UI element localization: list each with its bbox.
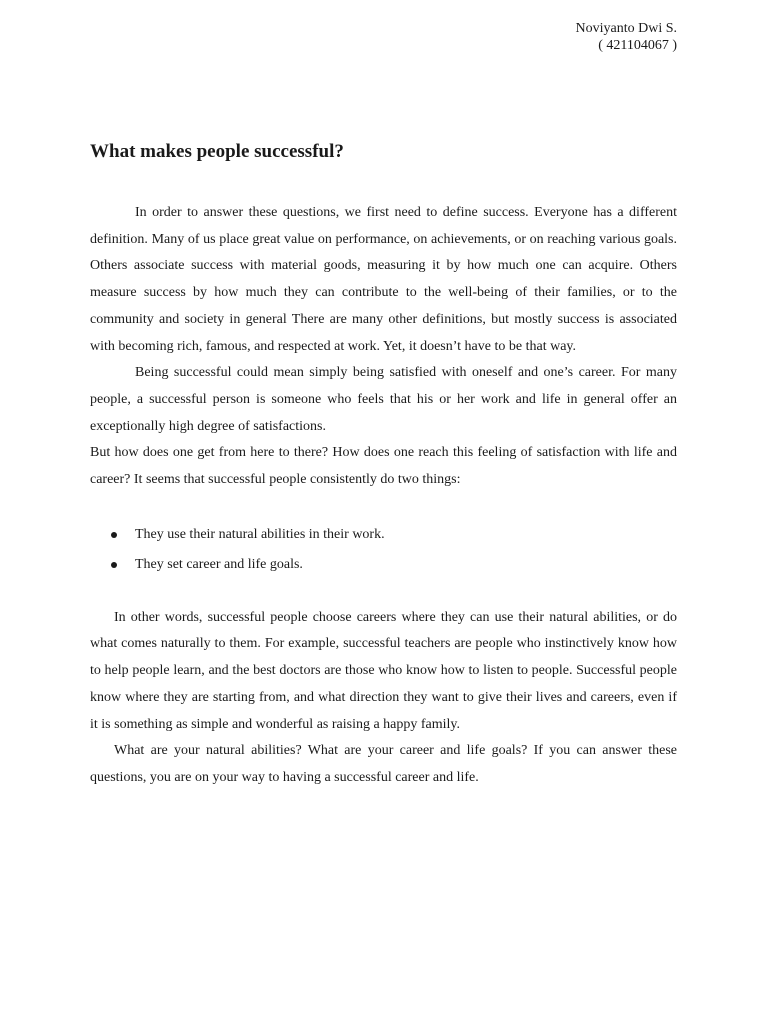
paragraph-intro: In order to answer these questions, we first need to define success. Everyone has a different definition. Many of us place great value on performance, on achievements, or on reaching various goals. Others associate success with material goods, measuring it by how much one can acquire. Others measure success by how much they can contribute to the well-being of their families, or to the community and society in general There are many other definitions, but mostly success is associated with becoming rich, famous, and respected at work. Yet, it doesn’t have to be that way. [90, 205, 677, 354]
paragraph-question: But how does one get from here to there? How does one reach this feeling of satisfaction with life and career? It seems that successful people consistently do two things: [90, 445, 677, 488]
bullet-dot-icon [111, 562, 117, 568]
author-header [576, 20, 678, 54]
bullet-list [90, 520, 677, 580]
document-body [90, 200, 677, 792]
bullet-item [90, 520, 677, 550]
bullet-item [90, 550, 677, 580]
bullet-text: They set career and life goals. [135, 556, 303, 572]
document-title: What makes people successful? [90, 141, 344, 162]
paragraph-other-words: In other words, successful people choose careers where they can use their natural abilities, or do what comes naturally to them. For example, successful teachers are people who instinctively know how to help people learn, and the best doctors are those who know how to listen to people. Successful people know where they are starting from, and what direction they want to give their lives and careers, even if it is something as simple and wonderful as raising a happy family. [90, 609, 677, 732]
paragraph-closing-question: What are your natural abilities? What are your career and life goals? If you can answer these questions, you are on your way to having a successful career and life. [90, 743, 677, 785]
author-name: Noviyanto Dwi S. [575, 21, 677, 36]
bullet-dot-icon [111, 532, 117, 538]
bullet-text: They use their natural abilities in their work. [135, 526, 385, 542]
paragraph-definition: Being successful could mean simply being satisfied with oneself and one’s career. For many people, a successful person is someone who feels that his or her work and life in general offer an exceptionally high degree of satisfactions. [90, 365, 677, 434]
student-id: ( 421104067 ) [598, 38, 677, 53]
